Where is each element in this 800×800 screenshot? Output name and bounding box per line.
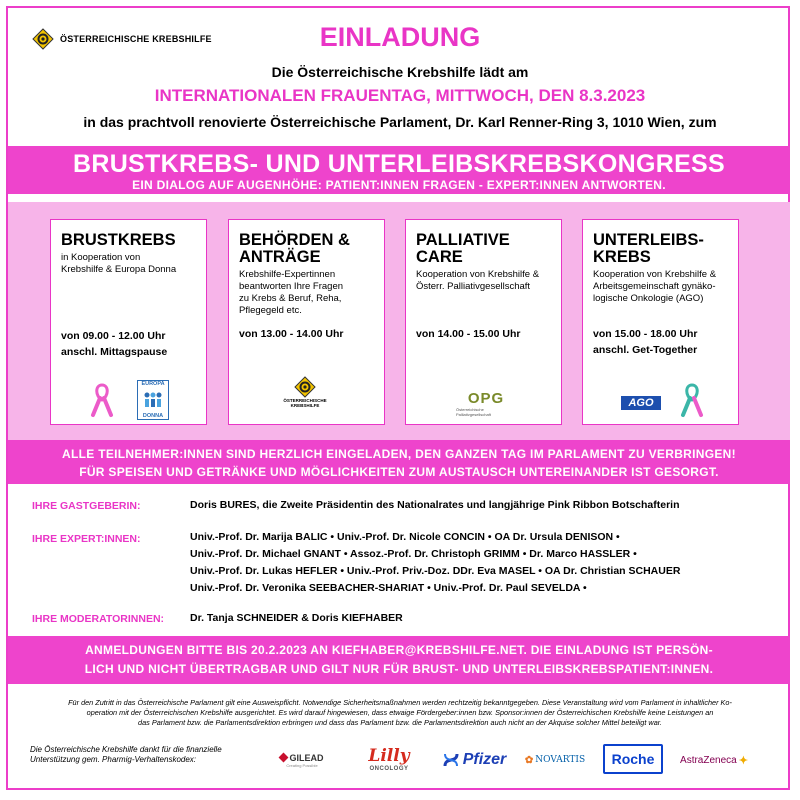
- notice-line: FÜR SPEISEN UND GETRÄNKE UND MÖGLICHKEITEN ZUM AUSTAUSCH UNTEREINANDER IST GESORGT.: [79, 465, 719, 479]
- session-description-line: zu Krebs & Beruf, Reha,: [239, 293, 342, 304]
- session-title-line: BEHÖRDEN &: [239, 231, 350, 249]
- session-time-note: anschl. Mittagspause: [61, 346, 168, 358]
- session-description-line: Arbeitsgemeinschaft gynäko-: [593, 281, 716, 292]
- pfizer-helix-icon: [442, 751, 460, 769]
- registration-line: ANMELDUNGEN BITTE BIS 20.2.2023 AN KIEFHABER@KREBSHILFE.NET. DIE EINLADUNG IST PERSÖN-: [85, 643, 713, 657]
- experts-line: Univ.-Prof. Dr. Lukas HEFLER • Univ.-Prof. Priv.-Doz. DDr. Eva MASEL • OA Dr. Christian SCHAUER: [190, 565, 681, 577]
- europa-donna-logo-text: EUROPA: [141, 381, 165, 387]
- congress-banner: [8, 146, 790, 194]
- gilead-tagline: Creating Possible: [286, 762, 318, 768]
- experts-line: Univ.-Prof. Dr. Marija BALIC • Univ.-Prof. Dr. Nicole CONCIN • OA Dr. Ursula DENISON •: [190, 531, 620, 543]
- session-description: [416, 269, 555, 293]
- gilead-mark-icon: [279, 753, 289, 763]
- session-title-line: CARE: [416, 248, 463, 266]
- session-description: [61, 252, 200, 276]
- sponsor-thanks-line: Unterstützung gem. Pharmig-Verhaltenskodex:: [30, 755, 197, 764]
- session-description-line: logische Onkologie (AGO): [593, 293, 704, 304]
- host-value: Doris BURES, die Zweite Präsidentin des Nationalrates und langjährige Pink Ribbon Botschafterin: [190, 499, 680, 511]
- experts-label: IHRE EXPERT:INNEN:: [32, 533, 141, 545]
- pfizer-logo: [440, 746, 508, 774]
- session-description-line: beantworten Ihre Fragen: [239, 281, 344, 292]
- europa-donna-logo: [137, 380, 169, 420]
- astrazeneca-name: AstraZeneca: [680, 754, 737, 766]
- fine-print-line: operation mit der Österreichischen Krebshilfe ausgerichtet. Es wird darauf hingewiesen, dass etwaige Fördergeber:innen bzw. Sponsor:innen der Österreichischen Krebshilfe keine Leistungen an: [86, 708, 714, 717]
- novartis-name: NOVARTIS: [535, 755, 586, 765]
- experts-list: [190, 529, 680, 597]
- ago-logo-text: AGO: [628, 397, 654, 409]
- europa-donna-figures-icon: [142, 391, 164, 409]
- session-description-line: Österr. Palliativgesellschaft: [416, 281, 531, 292]
- session-title-line: UNTERLEIBS-: [593, 231, 704, 249]
- lilly-name: Lilly: [368, 746, 410, 766]
- roche-name: Roche: [611, 751, 655, 767]
- session-description: [593, 269, 732, 305]
- fine-print-line: das Parlament bzw. die Parlamentsdirektion erbringen und dass das Parlament bzw. die Parlamentsdirektion auch nicht an der Akquise solcher Mittel beteiligt war.: [138, 718, 662, 727]
- fine-print-line: Für den Zutritt in das Österreichische Parlament gilt eine Ausweispflicht. Notwendige Sicherheitsmaßnahmen werden rechtzeitig bekanntgegeben. Diese Veranstaltung wird vom Parlament in inhaltlicher Ko-: [68, 698, 732, 707]
- fine-print: [22, 698, 778, 728]
- astrazeneca-logo: [676, 750, 752, 770]
- session-time-line: von 14.00 - 15.00 Uhr: [416, 328, 521, 340]
- session-time: [416, 326, 520, 342]
- session-time: [593, 326, 697, 358]
- session-title-line: ANTRÄGE: [239, 248, 321, 266]
- session-title-line: PALLIATIVE: [416, 231, 510, 249]
- session-title: [593, 232, 732, 266]
- invite-date: INTERNATIONALEN FRAUENTAG, MITTWOCH, DEN 8.3.2023: [154, 86, 646, 105]
- page-title: EINLADUNG: [319, 22, 481, 52]
- session-time: [61, 328, 167, 360]
- invite-location: in das prachtvoll renovierte Österreichische Parlament, Dr. Karl Renner-Ring 3, 1010 Wien, zum: [83, 114, 717, 130]
- session-title: [61, 232, 200, 249]
- sponsor-thanks-line: Die Österreichische Krebshilfe dankt für die finanzielle: [30, 745, 222, 754]
- novartis-logo: [520, 750, 590, 770]
- experts-line: Univ.-Prof. Dr. Michael GNANT • Assoz.-Prof. Dr. Christoph GRIMM • Dr. Marco HASSLER •: [190, 548, 637, 560]
- pink-ribbon-icon: [89, 382, 115, 418]
- congress-subtitle: EIN DIALOG AUF AUGENHÖHE: PATIENT:INNEN FRAGEN - EXPERT:INNEN ANTWORTEN.: [132, 178, 666, 192]
- europa-donna-logo-text: DONNA: [142, 413, 164, 419]
- session-time-line: von 15.00 - 18.00 Uhr: [593, 328, 698, 340]
- session-time: [239, 326, 343, 342]
- gilead-name: GILEAD: [289, 752, 324, 763]
- session-card-palliative: [405, 219, 562, 425]
- session-description: [239, 269, 378, 317]
- session-card-brustkrebs: [50, 219, 207, 425]
- sponsor-thanks: [30, 745, 240, 765]
- session-title: [416, 232, 555, 266]
- moderators-label: IHRE MODERATORINNEN:: [32, 613, 165, 625]
- teal-pink-ribbon-icon: [679, 382, 705, 418]
- session-time-note: anschl. Get-Together: [593, 344, 698, 356]
- session-description-line: Pflegegeld etc.: [239, 305, 302, 316]
- lilly-logo: [364, 742, 414, 776]
- opg-logo: [456, 390, 516, 417]
- session-description-line: Kooperation von Krebshilfe &: [416, 269, 540, 280]
- session-title: [239, 232, 378, 266]
- session-description-line: Krebshilfe & Europa Donna: [61, 264, 177, 275]
- session-title-line: KREBS: [593, 248, 651, 266]
- krebshilfe-emblem-icon: [294, 376, 316, 398]
- logo-text: ÖSTERREICHISCHE KREBSHILFE: [60, 34, 212, 44]
- novartis-flame-icon: ✿: [524, 754, 534, 766]
- session-description-line: Krebshilfe-Expertinnen: [239, 269, 336, 280]
- session-description-line: Kooperation von Krebshilfe &: [593, 269, 717, 280]
- roche-logo: [603, 744, 663, 774]
- krebshilfe-small-logo: [277, 376, 333, 408]
- invite-line-1: Die Österreichische Krebshilfe lädt am: [271, 64, 529, 80]
- lilly-tagline: ONCOLOGY: [369, 766, 409, 772]
- moderators-value: Dr. Tanja SCHNEIDER & Doris KIEFHABER: [190, 612, 403, 624]
- host-label: IHRE GASTGEBERIN:: [32, 500, 141, 512]
- experts-line: Univ.-Prof. Dr. Veronika SEEBACHER-SHARIAT • Univ.-Prof. Dr. Paul SEVELDA •: [190, 582, 587, 594]
- krebshilfe-small-logo-text: KREBSHILFE: [290, 403, 320, 408]
- astrazeneca-symbol-icon: ✦: [738, 754, 748, 767]
- session-time-line: von 09.00 - 12.00 Uhr: [61, 330, 166, 342]
- registration-banner: [8, 636, 790, 684]
- gilead-logo: [272, 748, 332, 772]
- session-time-line: von 13.00 - 14.00 Uhr: [239, 328, 344, 340]
- session-card-unterleibskrebs: [582, 219, 739, 425]
- session-description-line: in Kooperation von: [61, 252, 141, 263]
- notice-line: ALLE TEILNEHMER:INNEN SIND HERZLICH EINGELADEN, DEN GANZEN TAG IM PARLAMENT ZU VERBRINGEN!: [62, 447, 736, 461]
- ago-logo: [621, 396, 661, 410]
- opg-logo-subtext: Österreichische Palliativgesellschaft: [456, 407, 491, 417]
- congress-title: BRUSTKREBS- UND UNTERLEIBSKREBSKONGRESS: [72, 150, 726, 178]
- krebshilfe-small-logo-text: ÖSTERREICHISCHE: [283, 398, 327, 403]
- registration-line: LICH UND NICHT ÜBERTRAGBAR UND GILT NUR FÜR BRUST- UND UNTERLEIBSKREBSPATIENT:INNEN.: [84, 662, 714, 676]
- pfizer-name: Pfizer: [462, 751, 507, 768]
- notice-banner: [8, 440, 790, 484]
- opg-logo-text: OPG: [467, 390, 505, 407]
- session-title-line: BRUSTKREBS: [61, 231, 176, 249]
- session-card-behoerden: [228, 219, 385, 425]
